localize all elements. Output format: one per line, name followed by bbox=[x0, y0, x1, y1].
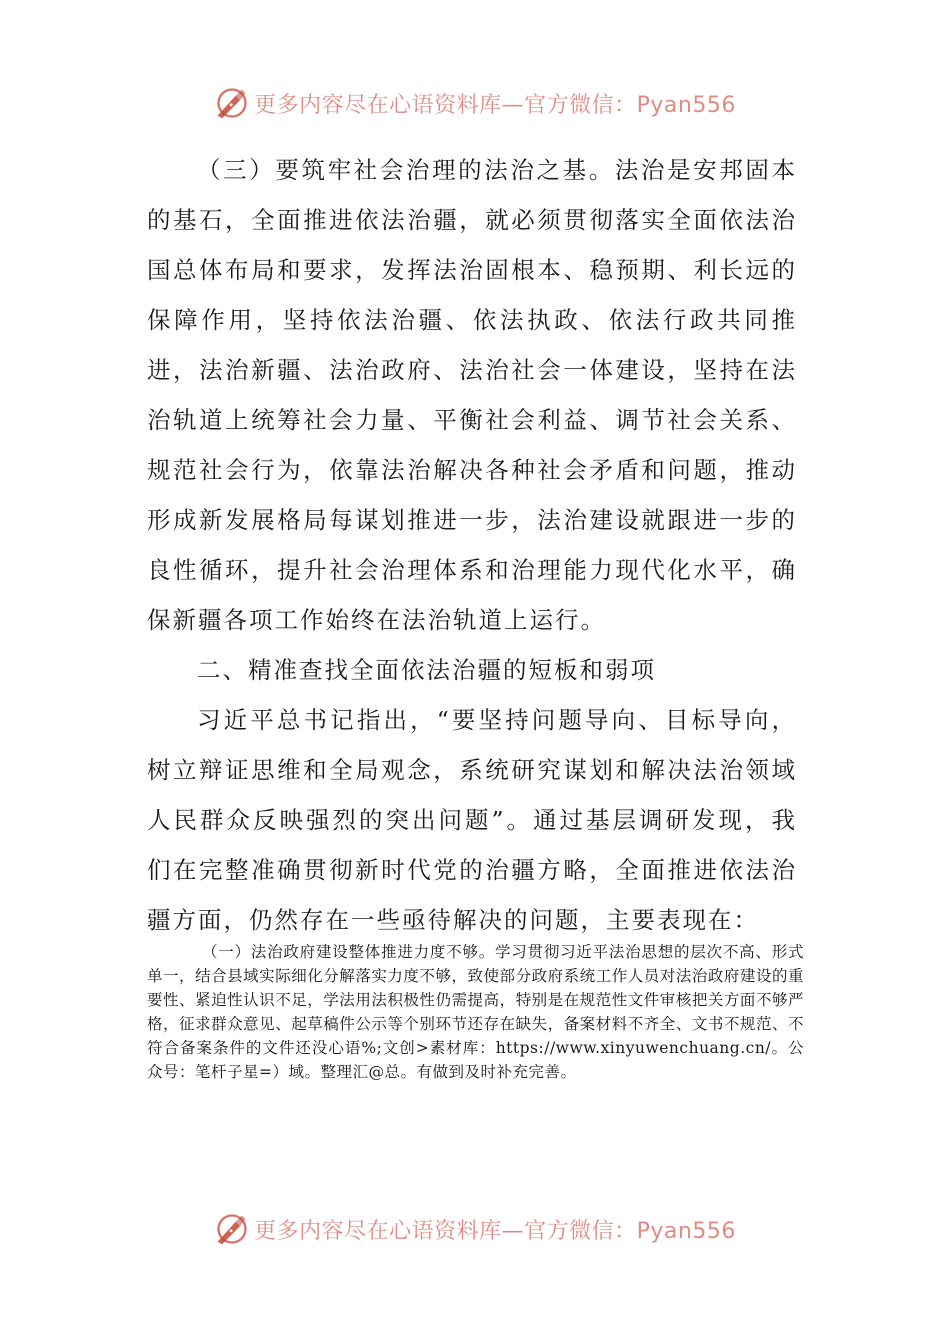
pen-nib-logo-icon bbox=[214, 1211, 250, 1247]
section-heading-two: 二、精准查找全面依法治疆的短板和弱项 bbox=[197, 656, 656, 684]
note-item-one: （一）法治政府建设整体推进力度不够。学习贯彻习近平法治思想的层次不高、形式单一，结合县域实际细化分解落实力度不够，致使部分政府系统工作人员对法治政府建设的重要性、紧迫性认识不足，学法用法积极性仍需提高，特别是在规范性文件审核把关方面不够严格，征求群众意见、起草稿件公示等个别环节还存在缺失，备案材料不齐全、文书不规范、不符合备案条件的文件还没心语%;文创>素材库：https://www.xinyuwenchuang.cn/。公众号：笔杆子星=）域。整理汇@总。有做到及时补充完善。 bbox=[147, 943, 804, 1081]
small-print-paragraph bbox=[147, 940, 804, 1084]
paragraph-section-three: （三）要筑牢社会治理的法治之基。法治是安邦固本的基石，全面推进依法治疆，就必须贯彻落实全面依法治国总体布局和要求，发挥法治固根本、稳预期、利长远的保障作用，坚持依法治疆、依法执政、依法行政共同推进，法治新疆、法治政府、法治社会一体建设，坚持在法治轨道上统筹社会力量、平衡社会利益、调节社会关系、规范社会行为，依靠法治解决各种社会矛盾和问题，推动形成新发展格局每谋划推进一步，法治建设就跟进一步的良性循环，提升社会治理体系和治理能力现代化水平，确保新疆各项工作始终在法治轨道上运行。 bbox=[147, 156, 797, 634]
watermark-text: 更多内容尽在心语资料库—官方微信：Pyan556 bbox=[254, 92, 736, 118]
watermark-text: 更多内容尽在心语资料库—官方微信：Pyan556 bbox=[254, 1218, 736, 1244]
document-body bbox=[147, 145, 797, 945]
paragraph-problems-intro: 习近平总书记指出，“要坚持问题导向、目标导向，树立辩证思维和全局观念，系统研究谋划和解决法治领域人民群众反映强烈的突出问题”。通过基层调研发现，我们在完整准确贯彻新时代党的治疆方略，全面推进依法治疆方面，仍然存在一些亟待解决的问题，主要表现在： bbox=[147, 706, 797, 934]
watermark-banner-top bbox=[0, 83, 950, 123]
watermark-banner-bottom bbox=[0, 1209, 950, 1249]
pen-nib-logo-icon bbox=[214, 85, 250, 121]
